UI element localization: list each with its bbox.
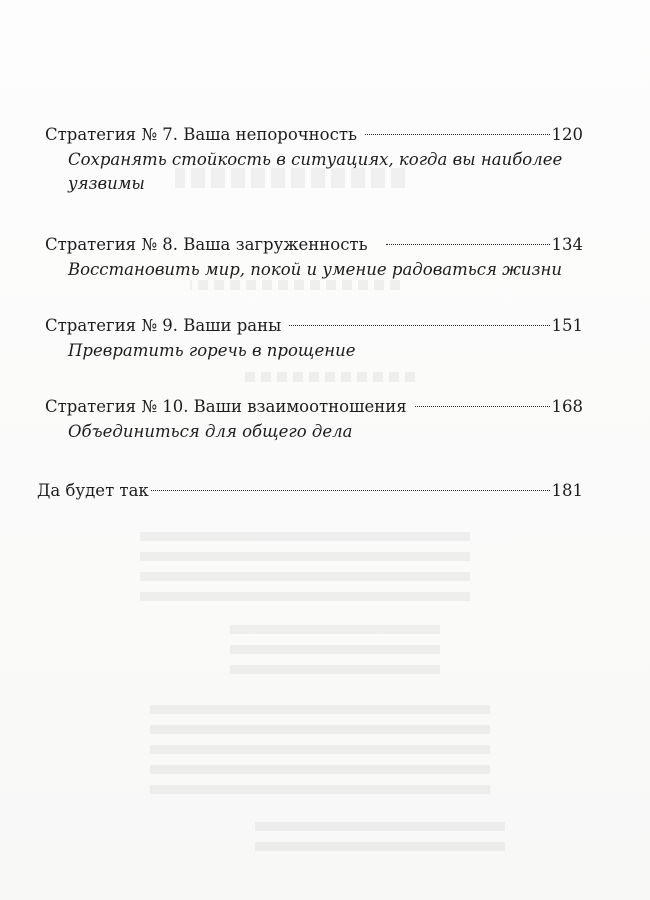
toc-entry-subtitle: Превратить горечь в прощение [68,341,356,360]
show-through-text [245,372,415,382]
toc-entry-page: 134 [551,235,583,254]
toc-entry-subtitle: Сохранять стойкость в ситуациях, когда вы наиболее уязвимы [68,150,563,193]
toc-entry[interactable] [37,478,583,504]
toc-entry-title: Да будет так [37,481,149,500]
dot-leader [415,405,550,407]
toc-entry[interactable] [45,232,583,258]
dot-leader [289,324,549,326]
toc-entry-title: Стратегия № 8. Ваша загруженность [45,235,368,254]
toc-entry-title: Стратегия № 7. Ваша непорочность [45,125,357,144]
toc-entry[interactable] [45,394,583,420]
toc-entry-page: 168 [551,397,583,416]
dot-leader [151,489,550,491]
toc-entry-subtitle: Объединиться для общего дела [68,422,353,441]
toc-entry[interactable] [45,313,583,339]
show-through-text [140,532,470,612]
toc-entry-page: 181 [551,481,583,500]
toc-entry-title: Стратегия № 10. Ваши взаимоотношения [45,397,407,416]
toc-entry-page: 151 [551,316,583,335]
toc-entry-title: Стратегия № 9. Ваши раны [45,316,282,335]
toc-entry-subtitle: Восстановить мир, покой и умение радоваться жизни [68,260,563,279]
dot-leader [386,243,550,245]
toc-entry-page: 120 [551,125,583,144]
show-through-text [150,705,490,795]
dot-leader [365,133,550,135]
show-through-text [230,625,440,675]
toc-entry[interactable] [45,122,583,148]
show-through-text [255,822,505,862]
